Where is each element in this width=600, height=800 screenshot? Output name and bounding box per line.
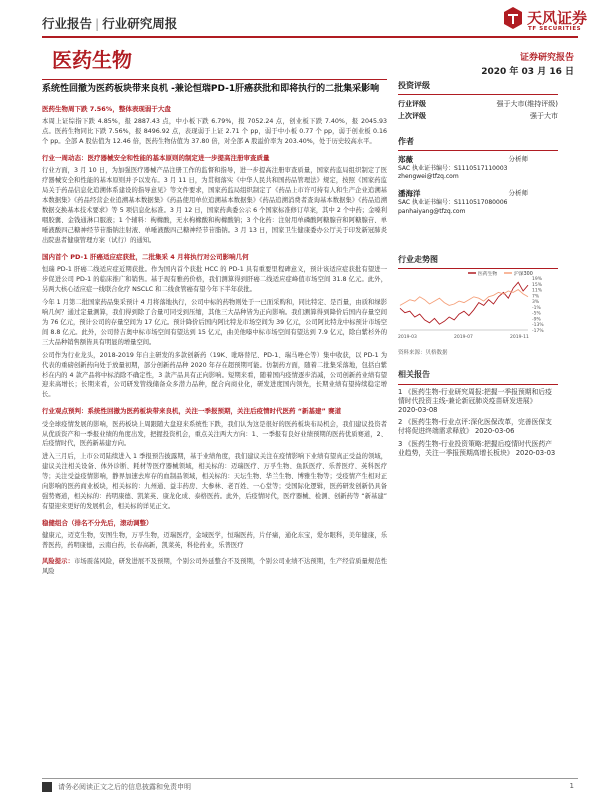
previous-rating-row xyxy=(398,110,558,122)
rating-title: 投资评级 xyxy=(398,81,430,90)
sidebar xyxy=(398,80,558,272)
report-date: 2020 年 03 月 16 日 xyxy=(481,67,574,77)
related-report-date: 2020-03-03 xyxy=(515,448,556,457)
related-report-link[interactable]: 3 《医药生物-行业投资策略:把握后疫情时代医药产业趋势，关注一季报预期高增长板块》 xyxy=(398,439,552,457)
trend-title: 行业走势图 xyxy=(398,254,438,264)
author-email[interactable]: panhaiyang@tfzq.com xyxy=(398,207,466,215)
y-tick-label: -17% xyxy=(532,329,544,334)
section-paragraph: 健康元，迈克生物，安图生物，万孚生物，迈瑞医疗，金域医学，恒瑞医药，片仔癀，通化东宝，爱尔眼科，美年健康，乐普医药，药明康德，云南白药，长春高新，凯莱英，科伦药业，乐普医疗 xyxy=(42,532,387,550)
author-cert: SAC 执业证书编号：S1110517080006 xyxy=(398,199,508,207)
related-report-link[interactable]: 1 《医药生物-行业研究周报:把握一季报预期和后疫情时代投资主线-兼论新冠肺炎疫苗研发进展》 xyxy=(398,387,552,405)
y-tick-label: 19% xyxy=(532,277,543,282)
author-card xyxy=(398,155,558,181)
risk-text: 市场震荡风险，研发进展不及预期，个别公司外延整合不及预期，个别公司业绩不达预期，生产经营质量规范性风险 xyxy=(42,558,387,576)
y-tick-label: 3% xyxy=(532,300,540,306)
section-paragraph: 公司作为行业龙头，2018-2019 年自主研发的多款创新药（19K、吡咯替尼、PD-1、瑞马唑仑等）集中收获，以 PD-1 为代表的重磅创新药向处于放量初期，部分创新药品种 2020 年存在超预期可能。仿制药方面，随着二批集采落地，包括白紫杉在内的 4 款产品将中标消除不确定性，3 款产品具有正向影响。短期来看，随着国内疫情逐步消减，公司创新药业绩有望迎来高增长；长期来看，公司研发管线储备众多潜力品种，配合向商业化，研发进度国内领先，长期业绩有望持续稳定增长。 xyxy=(42,351,387,399)
section-heading: 医药生物周下跌 7.56%，整体表现弱于大盘 xyxy=(42,105,171,114)
related-report-date: 2020-03-06 xyxy=(474,427,515,436)
main-content xyxy=(42,83,387,580)
related-reports xyxy=(398,370,558,458)
related-report-link[interactable]: 2 《医药生物-行业点评:深化医保改革，完善医保支付将促进终端需求释放》 xyxy=(398,418,552,436)
category-separator: | xyxy=(95,16,100,31)
author-role: 分析师 xyxy=(508,155,528,163)
y-tick-label: -5% xyxy=(532,311,541,317)
risk-heading: 风险提示： xyxy=(42,558,74,566)
company-logo xyxy=(502,6,588,36)
related-report-date: 2020-03-08 xyxy=(398,406,438,415)
previous-rating-value: 强于大市 xyxy=(530,112,558,120)
author-name: 潘海洋 xyxy=(398,189,421,199)
category-label: 行业报告 xyxy=(42,16,93,31)
rating-label: 行业评级 xyxy=(398,100,426,108)
related-report-item[interactable] xyxy=(398,418,558,436)
header-divider xyxy=(42,36,578,38)
section-heading: 行业观点预判：系统性回撤为医药板块带来良机，关注一季报预期，关注后疫情时代医药 “新基建” 赛道 xyxy=(42,407,342,416)
footer-disclaimer xyxy=(42,782,191,792)
trend-chart-svg xyxy=(398,268,558,343)
y-tick-label: -13% xyxy=(532,323,544,329)
report-category xyxy=(42,14,177,32)
legend-label: 医药生物 xyxy=(478,272,498,277)
title-divider xyxy=(42,79,387,80)
author-role: 分析师 xyxy=(508,189,528,198)
footer-divider xyxy=(42,778,578,779)
x-tick-label: 2019-11 xyxy=(510,335,529,340)
x-tick-label: 2019-03 xyxy=(398,335,417,340)
industry-rating-row xyxy=(398,98,558,110)
page-number: 1 xyxy=(569,782,574,790)
logo-english-text: TF SECURITIES xyxy=(528,26,582,32)
logo-chinese-text: 天风证券 xyxy=(527,9,588,27)
y-tick-label: -9% xyxy=(532,317,541,323)
x-tick-label: 2019-07 xyxy=(454,335,473,340)
sidebar-divider xyxy=(398,150,558,151)
industry-trend-chart xyxy=(398,268,558,343)
section-paragraph: 今年 1 月第二批国家药品集采预计 4 月将落地执行，公司中标的药物则处于一已面采购和，同比特定、是百量，由质和绿影响几何？通过定量测算，我们得到除了合量可同受到压缩，其他三大品种皆为正向影响。我们测算得到降价后国内存量空间为 76 亿元，预计公司的存量空间为 17 亿元。预计降价后国内阿比特龙市场空间为 39 亿元，公司阿比特龙中标预计市场空间 8.8 亿元。此外，公司替吉奥中标市场空间有望达到 15 亿元，曲美他嗪中标市场空间有望达到 7.9 亿元，除白紫杉外的三大品种销售额皆具有明显的增量空间。 xyxy=(42,298,387,346)
author-name: 郑薇 xyxy=(398,155,413,164)
section-heading: 行业一周动态：医疗器械安全和性能的基本原则的制定进一步提高注册审查质量 xyxy=(42,154,270,163)
disclaimer-text: 请务必阅读正文之后的信息披露和免责申明 xyxy=(58,783,191,791)
author-card xyxy=(398,189,558,215)
chart-source: 资料来源：贝格数据 xyxy=(398,350,448,356)
related-title: 相关报告 xyxy=(398,370,430,379)
section-paragraph: 行业方面，3 月 10 日，为加强医疗器械产品注册工作的监督和指导，进一步提高注册审查质量，国家药监局组织制定了医疗器械安全和性能的基本原则并予以发布。3 月 11 日，为贯彻落实《中华人民共和国药品管理法》规定，按照《国家药监局关于药品信息化追溯体系建设的指导意见》等文件要求，国家药监局组织制定了《药品上市许可持有人和生产企业追溯基本数据集》《药品经营企业追溯基本数据集》《药品使用单位追溯基本数据集》《药品追溯消费者查询基本数据集》《药品追溯数据交换基本技术要求》等 5 项信息化标准。3 月 12 日，国家药典委公示 6 个国家标准修订草案，其中 2 个中药；金嗓利咽胶囊、金钱通淋口服液；1 个辅料：枸橼酸，无水枸橼酸和枸橼酸钠；3 个化药：注射用单磷酸阿糖腺苷和阿糖腺苷、单唾液酸四己糖神经节苷脂钠注射液、单唾液酸四己糖神经节苷脂钠。3 月 13 日，国家卫生健康委办公厅关于印发新冠肺炎出院患者健康管理方案（试行）的通知。 xyxy=(42,167,387,244)
subcategory-label: 行业研究周报 xyxy=(102,16,178,31)
related-report-item[interactable] xyxy=(398,388,558,416)
section-paragraph: 受全球疫情发展的影响，医药板块上周跟随大盘迎来系统性下跌，我们认为这是很好的医药板块布局机会，我们建议投资者从优质资产和一季报业绩的角度出发，把握投资机会，重点关注两大方向：1、一季报有良好业绩预期的医药优质赛道，2、后疫情时代，医药新基建方向。 xyxy=(42,420,387,448)
related-report-item[interactable] xyxy=(398,440,558,458)
legend-label: 沪深300 xyxy=(514,272,533,277)
section-heading: 国内首个 PD-1 肝癌适应症获批，二批集采 4 月将执行对公司影响几何 xyxy=(42,252,249,261)
section-paragraph: 恒瑞 PD-1 肝癌二线适应症近期获批。作为国内首个获批 HCC 的 PD-1 具有重要里程碑意义，预计该适应症获批有望进一步促进公司 PD-1 的临床推广和销售。基于现有雅药价格，我们测算得到肝癌二线适应症峰值市场空间 31.8 亿元。此外，另两大核心适应症一线联合化疗 NSCLC 和二线食管癌有望今年下半年获批。 xyxy=(42,266,387,294)
sidebar-divider xyxy=(398,94,558,95)
y-tick-label: 15% xyxy=(532,282,543,288)
section-paragraph: 本周上证综指下跌 4.85%，报 2887.43 点，中小板下跌 6.79%，报 7052.24 点，创业板下跌 7.40%，报 2045.93 点。医药生物同比下跌 7.56%，报 8496.92 点，表现弱于上证 2.71 个 pp，弱于中小板 0.77 个 pp，弱于创业板 0.16 个 pp。全部 A 股估值为 12.46 倍，医药生物估值为 37.80 倍，对全部 A 股溢价率为 203.40%，处于历史较高水平。 xyxy=(42,118,387,146)
y-tick-label: 11% xyxy=(532,288,543,294)
series-line xyxy=(400,282,528,324)
report-headline: 系统性回撤为医药板块带来良机 -兼论恒瑞PD-1肝癌获批和即将执行的二批集采影响 xyxy=(42,84,380,94)
logo-mark-icon xyxy=(502,6,524,30)
risk-warning xyxy=(42,557,387,577)
section-paragraph: 进入三月后，上市公司陆续进入 1 季报预告披露期，基于业绩角度，我们建议关注在疫情影响下业绩有望真正受益的领域，建议关注相关设备、体外诊断、耗材等医疗器械领域，相关标的：迈瑞医疗、万孚生物、鱼跃医疗、乐普医疗、英科医疗等；关注受益疫情影响，静界加速去库存的血制品领域，相关标的：天坛生物、华兰生物、博雅生物等；受疫情产生相对正向影响的医药商业板块，相关标的：九州通、益丰药房、大参林、老百姓、一心堂等；受国际化逻辑，医药研发创新仍具备强势赛道，相关标的：药明康德、凯莱英、康龙化成、泰格医药。此外，后疫情时代，医疗器械、检测、创新药等 “新基建” 有望迎来更好的发展机会，相关标的详见正文。 xyxy=(42,453,387,511)
previous-rating-label: 上次评级 xyxy=(398,112,426,120)
sidebar-divider xyxy=(398,384,558,385)
authors-title: 作者 xyxy=(398,137,414,146)
author-email[interactable]: zhengwei@tfzq.com xyxy=(398,173,459,181)
y-tick-label: -1% xyxy=(532,305,541,311)
qr-code-icon xyxy=(42,782,52,792)
y-tick-label: 7% xyxy=(532,294,540,300)
rating-value: 强于大市(维持评级) xyxy=(496,100,558,108)
page-title: 医药生物 xyxy=(52,48,132,72)
author-cert: SAC 执业证书编号：S1110517110003 xyxy=(398,165,508,173)
report-type: 证券研究报告 xyxy=(519,53,574,63)
section-heading: 稳健组合（排名不分先后，滚动调整） xyxy=(42,519,153,528)
